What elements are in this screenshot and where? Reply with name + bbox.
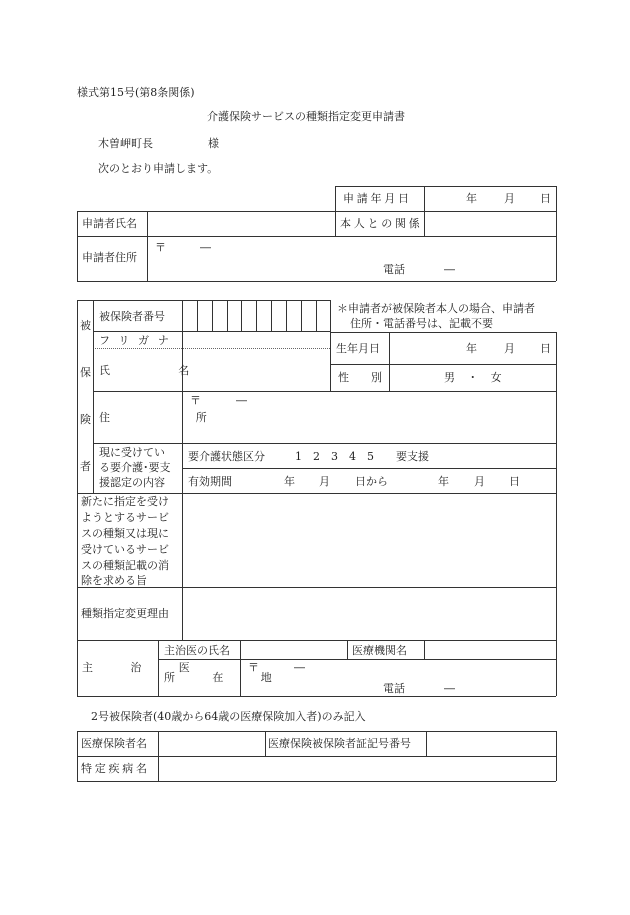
applicant-phone-label: 電話 bbox=[383, 263, 405, 276]
insured-postal-mark: 〒 bbox=[190, 394, 201, 407]
insured-side-char-1: 被 bbox=[80, 319, 91, 332]
insured-number-label: 被保険者番号 bbox=[99, 310, 165, 323]
relation-label: 本人との関係 bbox=[340, 217, 423, 230]
care-level-4: 4 bbox=[349, 450, 356, 463]
care-level-label: 要介護状態区分 bbox=[188, 450, 265, 463]
care-level-5: 5 bbox=[367, 450, 374, 463]
insured-postal-dash: ― bbox=[236, 394, 247, 407]
application-month: 月 bbox=[504, 192, 515, 205]
insurance-cert-label: 医療保険被保険者証記号番号 bbox=[268, 737, 411, 750]
sex-value: 男 ・ 女 bbox=[444, 371, 506, 384]
doctor-phone-dash: ― bbox=[444, 682, 455, 695]
care-label-line1: 現に受けてい bbox=[99, 446, 165, 459]
valid-from-month: 月 bbox=[319, 475, 330, 488]
birth-day: 日 bbox=[540, 342, 551, 355]
form-number: 様式第15号(第8条関係) bbox=[77, 86, 195, 99]
addressee-name: 木曽岬町長 bbox=[98, 137, 153, 150]
valid-to-day: 日 bbox=[509, 475, 520, 488]
doctor-postal-mark: 〒 bbox=[248, 661, 259, 674]
birth-year: 年 bbox=[466, 342, 477, 355]
applicant-phone-dash: ― bbox=[444, 263, 455, 276]
intro-text: 次のとおり申請します。 bbox=[98, 162, 219, 175]
valid-from-year: 年 bbox=[284, 475, 295, 488]
valid-period-label: 有効期間 bbox=[188, 475, 232, 488]
service-label-line2: ようとするサービ bbox=[81, 511, 169, 524]
insured-note-line1: ＊申請者が被保険者本人の場合、申請者 bbox=[337, 302, 535, 315]
furigana-label: フリガナ bbox=[99, 334, 178, 347]
doctor-side-label: 主 治 医 bbox=[82, 661, 203, 674]
applicant-postal-mark: 〒 bbox=[155, 241, 166, 254]
insurer-name-label: 医療保険者名 bbox=[81, 737, 147, 750]
application-day: 日 bbox=[540, 192, 551, 205]
service-label-line1: 新たに指定を受け bbox=[81, 495, 169, 508]
applicant-address-label: 申請者住所 bbox=[82, 251, 137, 264]
insured-side-char-4: 者 bbox=[80, 460, 91, 473]
insured-name-label: 氏 名 bbox=[99, 364, 218, 377]
form-title: 介護保険サービスの種類指定変更申請書 bbox=[207, 110, 405, 123]
doctor-postal-dash: ― bbox=[294, 661, 305, 674]
insured-side-char-3: 険 bbox=[80, 413, 91, 426]
valid-to-month: 月 bbox=[474, 475, 485, 488]
specific-disease-label: 特定疾病名 bbox=[81, 762, 150, 775]
change-reason-label: 種類指定変更理由 bbox=[81, 607, 169, 620]
insured-note-line2: 住所・電話番号は、記載不要 bbox=[350, 317, 493, 330]
addressee-honorific: 様 bbox=[208, 137, 219, 150]
service-label-line3: スの種類又は現に bbox=[81, 527, 169, 540]
service-label-line4: 受けているサービ bbox=[81, 543, 169, 556]
application-year: 年 bbox=[466, 192, 477, 205]
insured-address-label: 住 所 bbox=[99, 411, 245, 424]
service-label-line5: スの種類記載の消 bbox=[81, 559, 169, 572]
doctor-phone-label: 電話 bbox=[383, 682, 405, 695]
support-label: 要支援 bbox=[396, 450, 429, 463]
section2-heading: 2号被保険者(40歳から64歳の医療保険加入者)のみ記入 bbox=[91, 710, 366, 723]
sex-label: 性 別 bbox=[338, 371, 388, 384]
insured-side-char-2: 保 bbox=[80, 366, 91, 379]
valid-to-year: 年 bbox=[438, 475, 449, 488]
application-date-label: 申請年月日 bbox=[343, 192, 412, 205]
care-level-3: 3 bbox=[331, 450, 338, 463]
birth-month: 月 bbox=[504, 342, 515, 355]
service-label-line6: 除を求める旨 bbox=[81, 574, 147, 587]
valid-from-day: 日から bbox=[355, 475, 388, 488]
care-level-2: 2 bbox=[313, 450, 320, 463]
doctor-name-label: 主治医の氏名 bbox=[164, 644, 230, 657]
applicant-postal-dash: ― bbox=[200, 241, 211, 254]
applicant-name-label: 申請者氏名 bbox=[82, 217, 137, 230]
doctor-location-label: 所 在 地 bbox=[164, 671, 285, 684]
care-label-line3: 援認定の内容 bbox=[99, 476, 165, 489]
birth-date-label: 生年月日 bbox=[336, 342, 380, 355]
institution-label: 医療機関名 bbox=[352, 644, 407, 657]
care-level-1: 1 bbox=[295, 450, 302, 463]
care-label-line2: る要介護･要支 bbox=[99, 461, 171, 474]
